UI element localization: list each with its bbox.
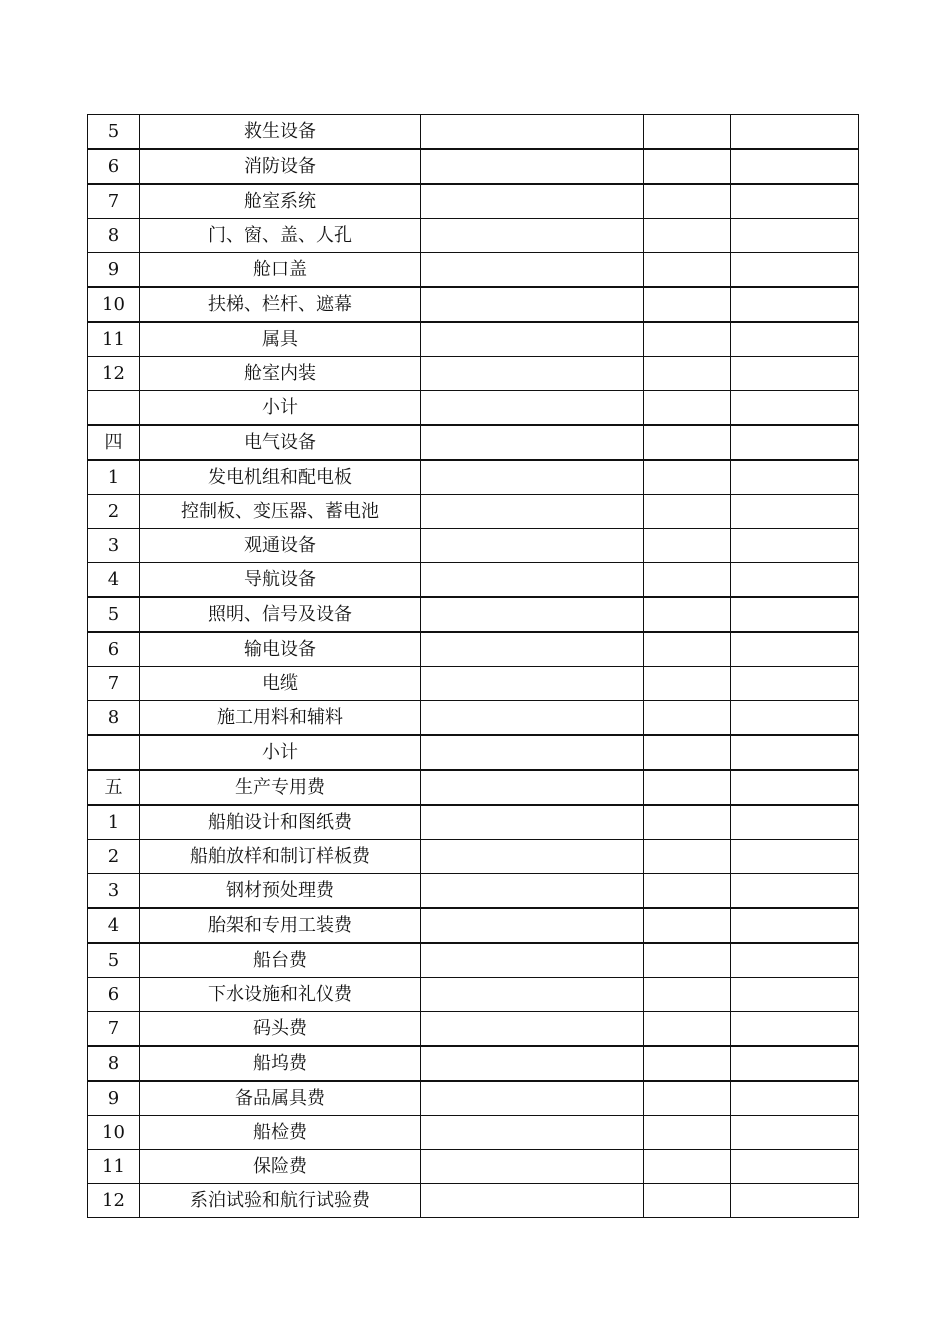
table-row: [88, 632, 859, 667]
value-cell-1: [421, 1116, 644, 1150]
value-cell-2: [644, 563, 731, 598]
table-row: [88, 874, 859, 909]
cost-table: [87, 114, 859, 1218]
value-cell-1: [421, 770, 644, 805]
value-cell-3: [731, 529, 859, 563]
value-cell-3: [731, 632, 859, 667]
value-cell-2: [644, 632, 731, 667]
value-cell-2: [644, 667, 731, 701]
table-row: [88, 149, 859, 184]
table-row: [88, 1116, 859, 1150]
item-name-cell: 输电设备: [140, 632, 421, 667]
item-name-cell: 小计: [140, 735, 421, 770]
value-cell-1: [421, 632, 644, 667]
value-cell-3: [731, 1081, 859, 1116]
value-cell-2: [644, 874, 731, 909]
value-cell-1: [421, 597, 644, 632]
item-name-cell: 码头费: [140, 1012, 421, 1047]
value-cell-2: [644, 149, 731, 184]
table-row: [88, 667, 859, 701]
row-number-cell: 6: [88, 149, 140, 184]
table-row: [88, 253, 859, 288]
item-name-cell: 扶梯、栏杆、遮幕: [140, 287, 421, 322]
value-cell-3: [731, 978, 859, 1012]
item-name-cell: 钢材预处理费: [140, 874, 421, 909]
value-cell-2: [644, 978, 731, 1012]
row-number-cell: 6: [88, 632, 140, 667]
table-row: [88, 1150, 859, 1184]
value-cell-2: [644, 391, 731, 426]
row-number-cell: 2: [88, 840, 140, 874]
item-name-cell: 电缆: [140, 667, 421, 701]
item-name-cell: 保险费: [140, 1150, 421, 1184]
table-row: [88, 1184, 859, 1218]
item-name-cell: 门、窗、盖、人孔: [140, 219, 421, 253]
value-cell-1: [421, 701, 644, 736]
row-number-cell: 10: [88, 1116, 140, 1150]
row-number-cell: [88, 735, 140, 770]
value-cell-2: [644, 597, 731, 632]
value-cell-3: [731, 908, 859, 943]
row-number-cell: 9: [88, 253, 140, 288]
row-number-cell: 五: [88, 770, 140, 805]
value-cell-1: [421, 184, 644, 219]
item-name-cell: 照明、信号及设备: [140, 597, 421, 632]
value-cell-2: [644, 805, 731, 840]
table-row: [88, 805, 859, 840]
row-number-cell: 1: [88, 805, 140, 840]
table-row: [88, 943, 859, 978]
item-name-cell: 船台费: [140, 943, 421, 978]
table-row: [88, 287, 859, 322]
value-cell-1: [421, 1046, 644, 1081]
value-cell-3: [731, 770, 859, 805]
value-cell-2: [644, 184, 731, 219]
value-cell-1: [421, 287, 644, 322]
value-cell-3: [731, 184, 859, 219]
item-name-cell: 属具: [140, 322, 421, 357]
value-cell-1: [421, 115, 644, 150]
table-row: [88, 184, 859, 219]
item-name-cell: 小计: [140, 391, 421, 426]
value-cell-1: [421, 874, 644, 909]
row-number-cell: 3: [88, 874, 140, 909]
value-cell-3: [731, 1012, 859, 1047]
table-row: [88, 840, 859, 874]
row-number-cell: 7: [88, 667, 140, 701]
value-cell-2: [644, 115, 731, 150]
value-cell-2: [644, 529, 731, 563]
value-cell-1: [421, 495, 644, 529]
value-cell-1: [421, 563, 644, 598]
table-row: [88, 770, 859, 805]
table-row: [88, 115, 859, 150]
value-cell-1: [421, 425, 644, 460]
item-name-cell: 控制板、变压器、蓄电池: [140, 495, 421, 529]
value-cell-3: [731, 1116, 859, 1150]
value-cell-2: [644, 253, 731, 288]
row-number-cell: 7: [88, 1012, 140, 1047]
value-cell-2: [644, 357, 731, 391]
item-name-cell: 施工用料和辅料: [140, 701, 421, 736]
document-page: [87, 114, 858, 1218]
row-number-cell: 四: [88, 425, 140, 460]
table-row: [88, 1081, 859, 1116]
item-name-cell: 备品属具费: [140, 1081, 421, 1116]
value-cell-1: [421, 735, 644, 770]
value-cell-3: [731, 667, 859, 701]
table-row: [88, 322, 859, 357]
value-cell-1: [421, 149, 644, 184]
table-row: [88, 701, 859, 736]
value-cell-1: [421, 1184, 644, 1218]
item-name-cell: 消防设备: [140, 149, 421, 184]
item-name-cell: 观通设备: [140, 529, 421, 563]
value-cell-1: [421, 529, 644, 563]
table-row: [88, 735, 859, 770]
value-cell-3: [731, 149, 859, 184]
value-cell-2: [644, 322, 731, 357]
item-name-cell: 舱口盖: [140, 253, 421, 288]
item-name-cell: 导航设备: [140, 563, 421, 598]
row-number-cell: [88, 391, 140, 426]
row-number-cell: 6: [88, 978, 140, 1012]
item-name-cell: 生产专用费: [140, 770, 421, 805]
table-row: [88, 1012, 859, 1047]
table-row: [88, 563, 859, 598]
row-number-cell: 3: [88, 529, 140, 563]
value-cell-3: [731, 115, 859, 150]
value-cell-1: [421, 908, 644, 943]
value-cell-2: [644, 287, 731, 322]
value-cell-2: [644, 770, 731, 805]
value-cell-3: [731, 391, 859, 426]
table-row: [88, 1046, 859, 1081]
item-name-cell: 下水设施和礼仪费: [140, 978, 421, 1012]
row-number-cell: 11: [88, 1150, 140, 1184]
value-cell-1: [421, 1012, 644, 1047]
value-cell-2: [644, 1116, 731, 1150]
table-row: [88, 391, 859, 426]
table-row: [88, 978, 859, 1012]
value-cell-1: [421, 943, 644, 978]
row-number-cell: 4: [88, 563, 140, 598]
row-number-cell: 10: [88, 287, 140, 322]
value-cell-3: [731, 1046, 859, 1081]
item-name-cell: 电气设备: [140, 425, 421, 460]
value-cell-1: [421, 460, 644, 495]
value-cell-2: [644, 460, 731, 495]
value-cell-1: [421, 978, 644, 1012]
item-name-cell: 船坞费: [140, 1046, 421, 1081]
value-cell-2: [644, 735, 731, 770]
value-cell-2: [644, 943, 731, 978]
table-row: [88, 425, 859, 460]
row-number-cell: 5: [88, 943, 140, 978]
value-cell-3: [731, 219, 859, 253]
value-cell-1: [421, 805, 644, 840]
row-number-cell: 11: [88, 322, 140, 357]
value-cell-2: [644, 1081, 731, 1116]
row-number-cell: 2: [88, 495, 140, 529]
value-cell-3: [731, 563, 859, 598]
value-cell-3: [731, 253, 859, 288]
row-number-cell: 9: [88, 1081, 140, 1116]
value-cell-2: [644, 908, 731, 943]
value-cell-2: [644, 840, 731, 874]
value-cell-3: [731, 322, 859, 357]
table-row: [88, 219, 859, 253]
item-name-cell: 船舶放样和制订样板费: [140, 840, 421, 874]
value-cell-1: [421, 1081, 644, 1116]
row-number-cell: 5: [88, 597, 140, 632]
value-cell-2: [644, 425, 731, 460]
value-cell-3: [731, 460, 859, 495]
table-row: [88, 529, 859, 563]
item-name-cell: 船舶设计和图纸费: [140, 805, 421, 840]
value-cell-1: [421, 322, 644, 357]
row-number-cell: 12: [88, 357, 140, 391]
value-cell-3: [731, 495, 859, 529]
value-cell-2: [644, 1150, 731, 1184]
value-cell-2: [644, 219, 731, 253]
value-cell-3: [731, 1150, 859, 1184]
item-name-cell: 发电机组和配电板: [140, 460, 421, 495]
value-cell-2: [644, 1046, 731, 1081]
item-name-cell: 系泊试验和航行试验费: [140, 1184, 421, 1218]
value-cell-3: [731, 943, 859, 978]
value-cell-1: [421, 667, 644, 701]
row-number-cell: 12: [88, 1184, 140, 1218]
value-cell-1: [421, 253, 644, 288]
row-number-cell: 8: [88, 701, 140, 736]
value-cell-3: [731, 874, 859, 909]
row-number-cell: 4: [88, 908, 140, 943]
value-cell-3: [731, 840, 859, 874]
table-row: [88, 597, 859, 632]
value-cell-1: [421, 1150, 644, 1184]
value-cell-1: [421, 357, 644, 391]
row-number-cell: 8: [88, 219, 140, 253]
row-number-cell: 7: [88, 184, 140, 219]
value-cell-3: [731, 597, 859, 632]
value-cell-3: [731, 357, 859, 391]
value-cell-3: [731, 735, 859, 770]
value-cell-2: [644, 1184, 731, 1218]
item-name-cell: 救生设备: [140, 115, 421, 150]
row-number-cell: 8: [88, 1046, 140, 1081]
value-cell-3: [731, 701, 859, 736]
value-cell-1: [421, 840, 644, 874]
item-name-cell: 舱室内装: [140, 357, 421, 391]
row-number-cell: 1: [88, 460, 140, 495]
item-name-cell: 舱室系统: [140, 184, 421, 219]
table-row: [88, 908, 859, 943]
row-number-cell: 5: [88, 115, 140, 150]
item-name-cell: 胎架和专用工装费: [140, 908, 421, 943]
item-name-cell: 船检费: [140, 1116, 421, 1150]
value-cell-2: [644, 701, 731, 736]
value-cell-1: [421, 391, 644, 426]
table-row: [88, 357, 859, 391]
value-cell-2: [644, 495, 731, 529]
table-row: [88, 460, 859, 495]
cost-table-body: [88, 115, 859, 1218]
value-cell-1: [421, 219, 644, 253]
value-cell-3: [731, 425, 859, 460]
value-cell-3: [731, 287, 859, 322]
value-cell-2: [644, 1012, 731, 1047]
value-cell-3: [731, 1184, 859, 1218]
value-cell-3: [731, 805, 859, 840]
table-row: [88, 495, 859, 529]
